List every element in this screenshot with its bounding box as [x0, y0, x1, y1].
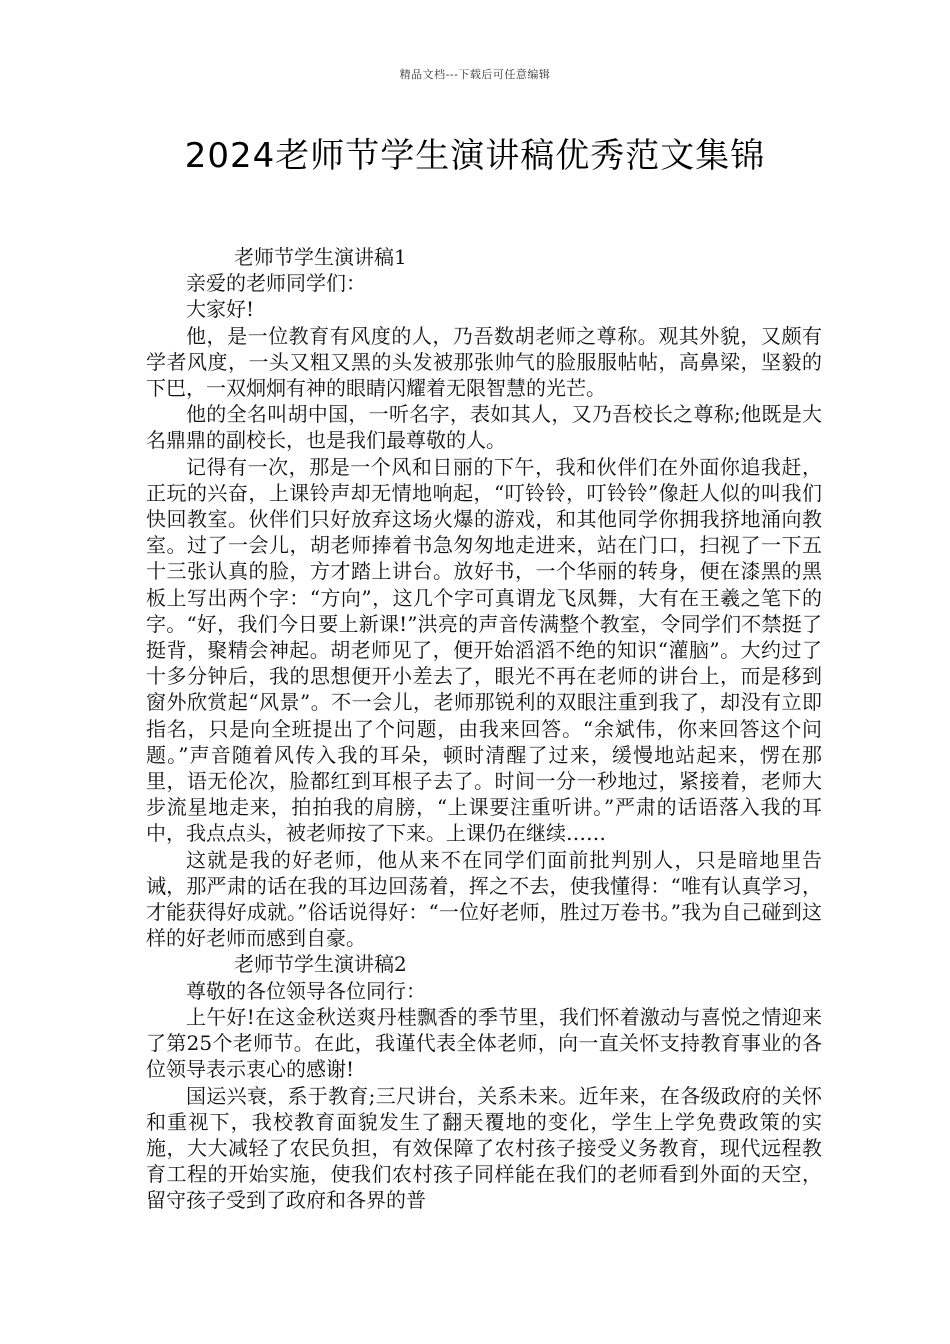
document-body	[146, 244, 822, 1214]
paragraph: 尊敬的各位领导各位同行：	[186, 978, 426, 1003]
section-heading: 老师节学生演讲稿2	[234, 952, 407, 977]
paragraph: 亲爱的老师同学们：	[186, 271, 366, 296]
paragraph: 国运兴衰，系于教育;三尺讲台，关系未来。近年来，在各级政府的关怀和重视下，我校教育面貌发生了翻天覆地的变化，学生上学免费政策的实施，大大减轻了农民负担，有效保障了农村孩子接受义务教育，现代远程教育工程的开始实施，使我们农村孩子同样能在我们的老师看到外面的天空，留守孩子受到了政府和各界的普	[146, 1083, 822, 1213]
section-heading: 老师节学生演讲稿1	[234, 245, 407, 269]
document-title: 2024老师节学生演讲稿优秀范文集锦	[184, 136, 766, 176]
paragraph: 这就是我的好老师，他从来不在同学们面前批判别人，只是暗地里告诫，那严肃的话在我的耳边回荡着，挥之不去，使我懂得：“唯有认真学习，才能获得好成就。”俗话说得好：“一位好老师，胜过万卷书。”我为自己碰到这样的好老师而感到自豪。	[146, 847, 822, 951]
paragraph: 他的全名叫胡中国，一听名字，表如其人，又乃吾校长之尊称;他既是大名鼎鼎的副校长，也是我们最尊敬的人。	[146, 402, 822, 453]
paragraph: 上午好!在这金秋送爽丹桂飘香的季节里，我们怀着激动与喜悦之情迎来了第25个老师节。在此，我谨代表全体老师，向一直关怀支持教育事业的各位领导表示衷心的感谢!	[146, 1004, 822, 1082]
paragraph: 他，是一位教育有风度的人，乃吾数胡老师之尊称。观其外貌，又颇有学者风度，一头又粗又黑的头发被那张帅气的脸服服帖帖，高鼻梁，坚毅的下巴，一双炯炯有神的眼睛闪耀着无限智慧的光芒。	[146, 323, 822, 401]
header-note: 精品文档---下载后可任意编辑	[399, 68, 551, 81]
paragraph: 大家好!	[186, 297, 255, 322]
paragraph: 记得有一次，那是一个风和日丽的下午，我和伙伴们在外面你追我赶，正玩的兴奋，上课铃声却无情地响起，“叮铃铃，叮铃铃”像赶人似的叫我们快回教室。伙伴们只好放弃这场火爆的游戏，和其他同学你拥我挤地涌向教室。过了一会儿，胡老师捧着书急匆匆地走进来，站在门口，扫视了一下五十三张认真的脸，方才踏上讲台。放好书，一个华丽的转身，便在漆黑的黑板上写出两个字：“方向”，这几个字可真谓龙飞凤舞，大有在王羲之笔下的字。“好，我们今日要上新课!”洪亮的声音传满整个教室，令同学们不禁挺了挺背，聚精会神起。胡老师见了，便开始滔滔不绝的知识“灌脑”。大约过了十多分钟后，我的思想便开小差去了，眼光不再在老师的讲台上，而是移到窗外欣赏起“风景”。不一会儿，老师那锐利的双眼注重到我了，却没有立即指名，只是向全班提出了个问题，由我来回答。“余斌伟，你来回答这个问题。”声音随着风传入我的耳朵，顿时清醒了过来，缓慢地站起来，愣在那里，语无伦次，脸都红到耳根子去了。时间一分一秒地过，紧接着，老师大步流星地走来，拍拍我的肩膀，“上课要注重听讲。”严肃的话语落入我的耳中，我点点头，被老师按了下来。上课仍在继续……	[146, 454, 822, 846]
